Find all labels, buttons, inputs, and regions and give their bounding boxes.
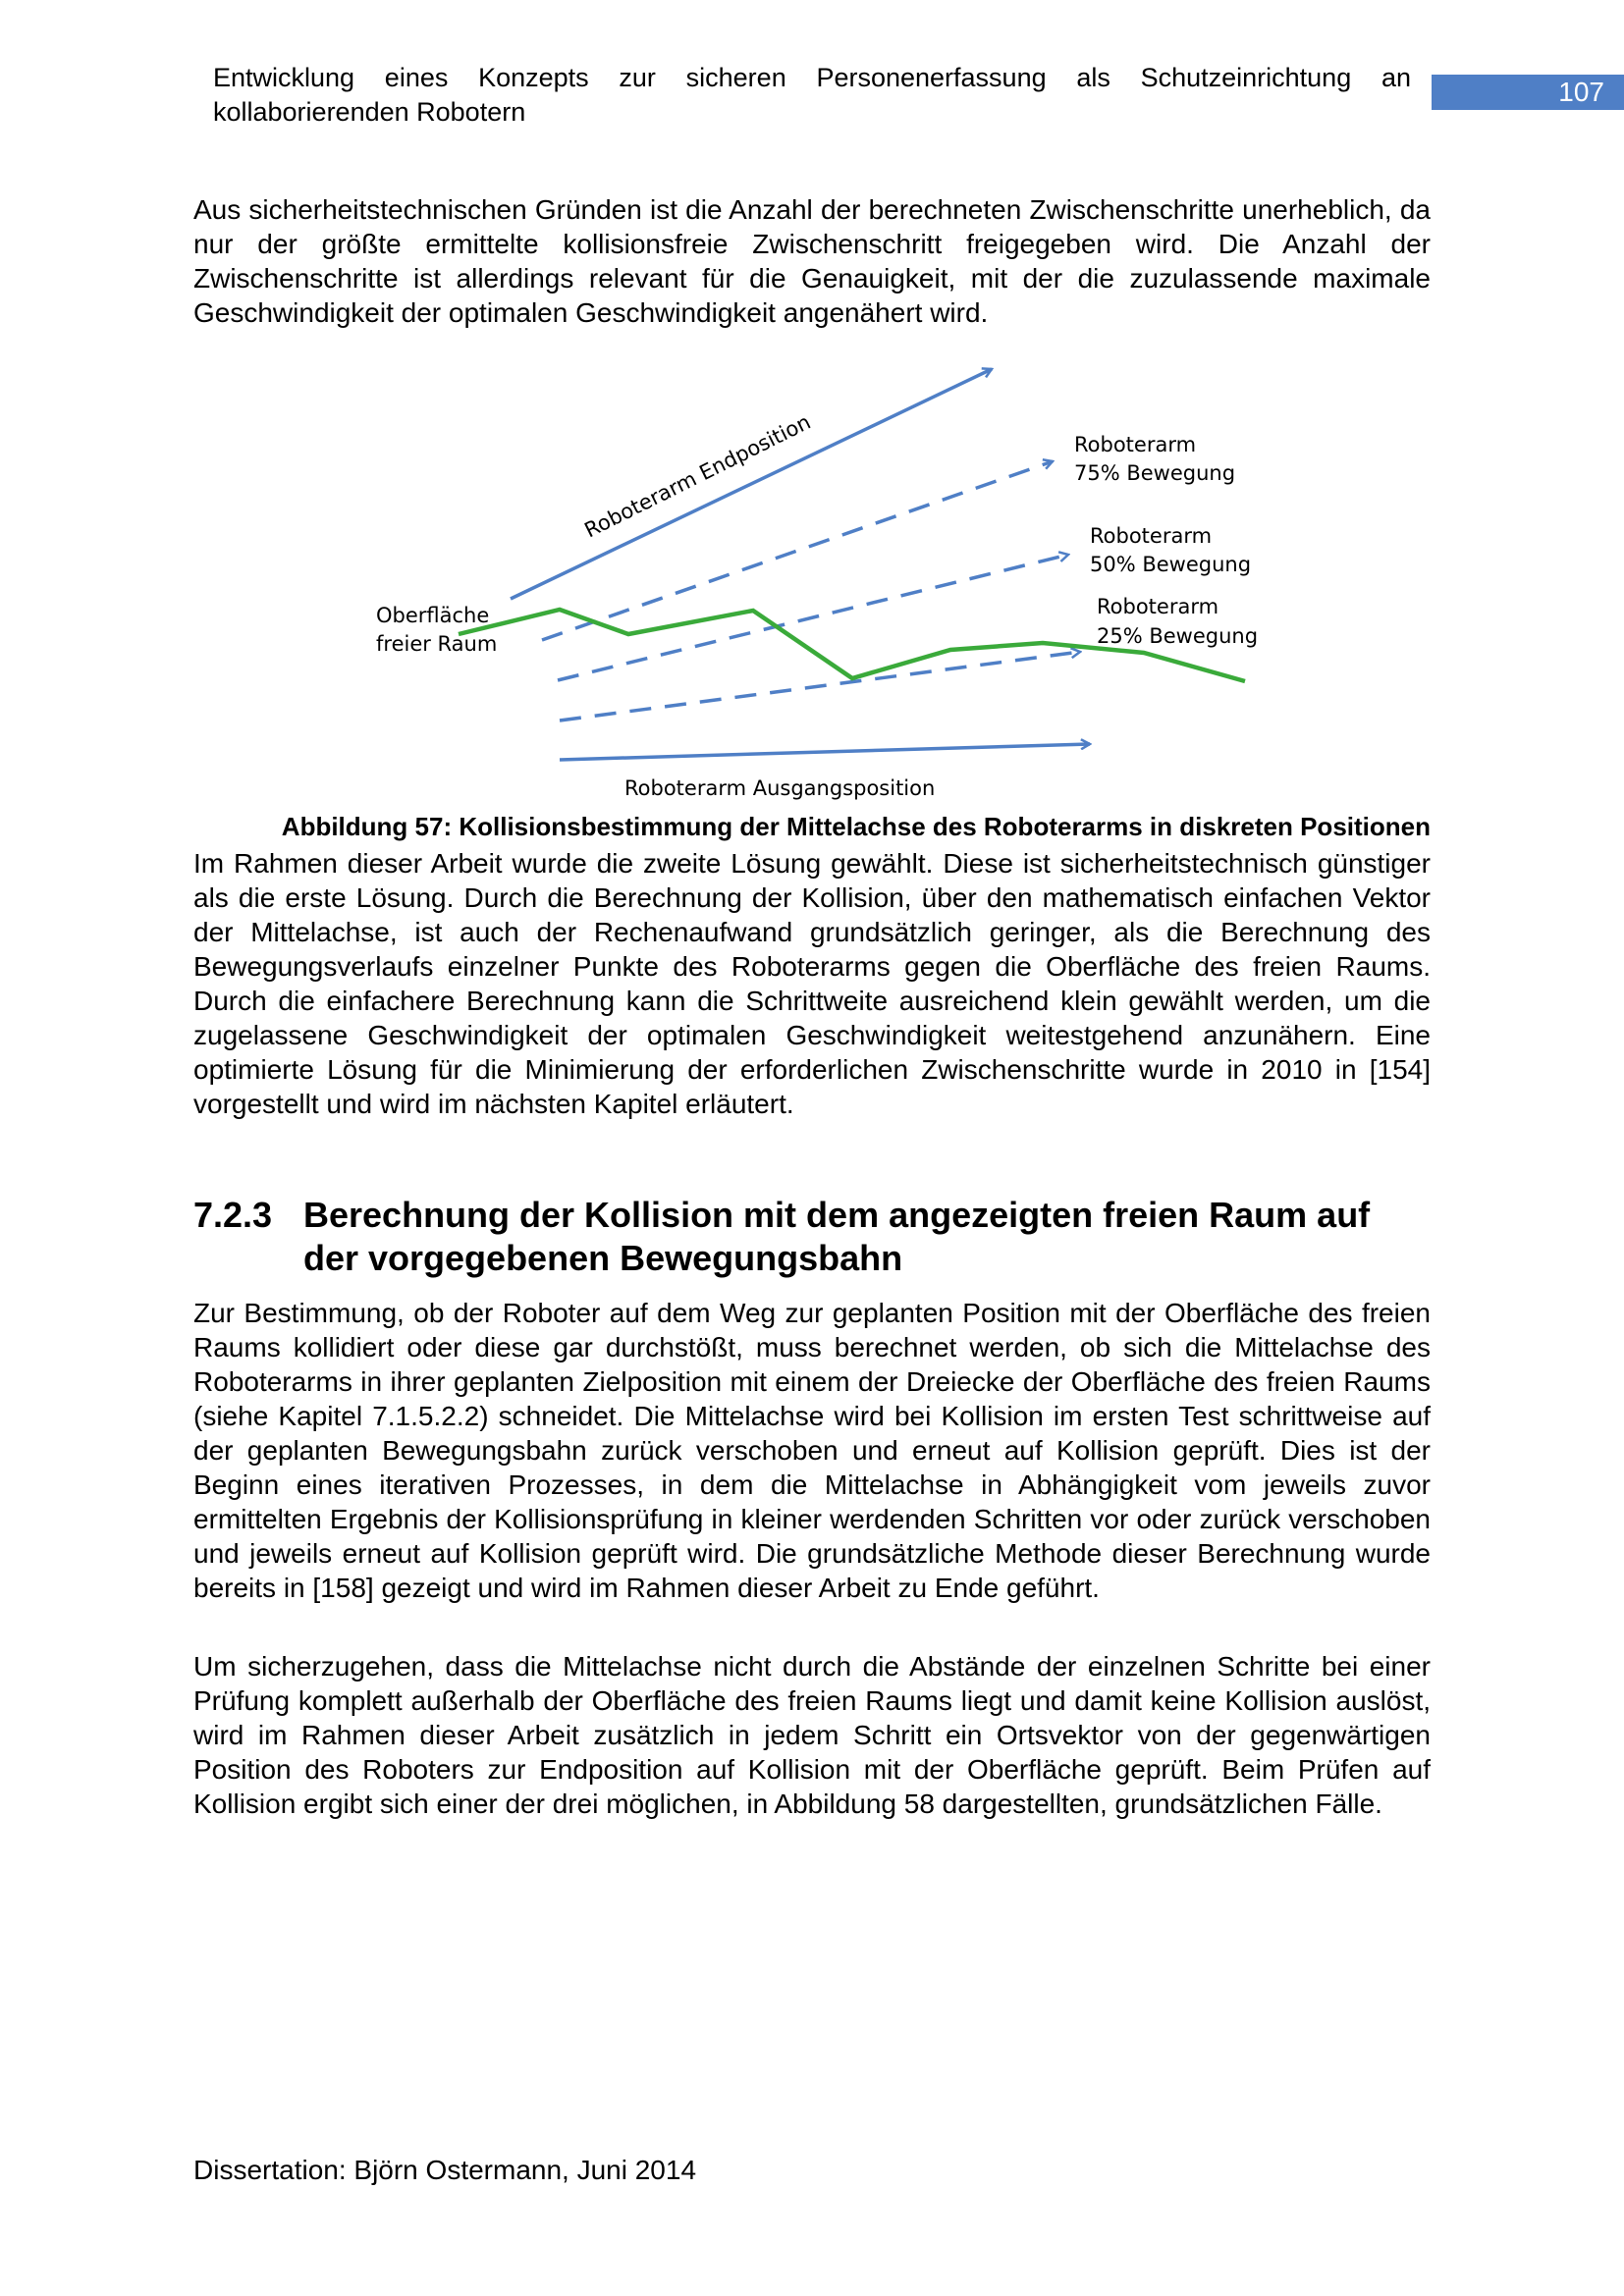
position-75-arrow [542, 461, 1053, 640]
label-endposition: Roboterarm Endposition [580, 409, 815, 543]
label-50-line1: Roboterarm [1090, 524, 1213, 548]
page-footer: Dissertation: Björn Ostermann, Juni 2014 [193, 2155, 697, 2185]
section-title: Berechnung der Kollision mit dem angezeigten freien Raum auf der vorgegebenen Bewegungsbahn [303, 1195, 1371, 1278]
section-paragraph-2: Um sicherzugehen, dass die Mittelachse nicht durch die Abstände der einzelnen Schritte bei einer Prüfung komplett außerhalb der Oberfläche des freien Raums liegt und damit keine Kollision auslöst, wird im Rahmen dieser Arbeit zusätzlich in jedem Schritt ein Ortsvektor von der gegenwärtigen Position des Roboters zur Endposition auf Kollision mit der Oberfläche geprüft. Beim Prüfen auf Kollision ergibt sich einer der drei möglichen, in Abbildung 58 dargestellten, grundsätzlichen Fälle. [193, 1651, 1431, 1819]
label-25-line1: Roboterarm [1097, 595, 1219, 618]
startposition-arrow [560, 744, 1090, 760]
label-75-line2: 75% Bewegung [1074, 461, 1236, 485]
running-header-title: Entwicklung eines Konzepts zur sicheren Personenerfassung als Schutzeinrichtung an kollaborierenden Robotern [213, 63, 1411, 127]
label-surface-line1: Oberfläche [376, 604, 490, 627]
label-75-line1: Roboterarm [1074, 433, 1197, 456]
figure-caption: Abbildung 57: Kollisionsbestimmung der Mittelachse des Roboterarms in diskreten Positionen [281, 812, 1431, 841]
section-number: 7.2.3 [193, 1195, 273, 1235]
intro-paragraph: Aus sicherheitstechnischen Gründen ist die Anzahl der berechneten Zwischenschritte unerheblich, da nur der größte ermittelte kollisionsfreie Zwischenschritt freigegeben wird. Die Anzahl der Zwischenschritte ist allerdings relevant für die Genauigkeit, mit der die zuzulassende maximale Geschwindigkeit der optimalen Geschwindigkeit angenähert wird. [193, 194, 1431, 328]
endposition-arrow [511, 369, 992, 599]
label-25-line2: 25% Bewegung [1097, 624, 1259, 648]
label-startposition: Roboterarm Ausgangsposition [624, 776, 936, 800]
label-50-line2: 50% Bewegung [1090, 553, 1252, 576]
position-50-arrow [558, 555, 1068, 680]
collision-diagram [0, 0, 1624, 815]
page-number-badge: 107 [1432, 75, 1624, 110]
label-surface-line2: freier Raum [376, 632, 498, 656]
paragraph-after-figure: Im Rahmen dieser Arbeit wurde die zweite Lösung gewählt. Diese ist sicherheitstechnisch günstiger als die erste Lösung. Durch die Berechnung der Kollision, über den mathematisch einfachen Vektor der Mittelachse, ist auch der Rechenaufwand grundsätzlich geringer, als die Berechnung des Bewegungsverlaufs einzelner Punkte des Roboterarms gegen die Oberfläche des freien Raums. Durch die einfachere Berechnung kann die Schrittweite ausreichend klein gewählt werden, um die zugelassene Geschwindigkeit der optimalen Geschwindigkeit weitestgehend anzunähern. Eine optimierte Lösung für die Minimierung der erforderlichen Zwischenschritte wurde in 2010 in [154] vorgestellt und wird im nächsten Kapitel erläutert. [193, 848, 1431, 1119]
section-paragraph-1: Zur Bestimmung, ob der Roboter auf dem Weg zur geplanten Position mit der Oberfläche des freien Raums kollidiert oder diese gar durchstößt, muss berechnet werden, ob sich die Mittelachse des Roboterarms in ihrer geplanten Zielposition mit einem der Dreiecke der Oberfläche des freien Raums (siehe Kapitel 7.1.5.2.2) schneidet. Die Mittelachse wird bei Kollision im ersten Test schrittweise auf der geplanten Bewegungsbahn zurück verschoben und erneut auf Kollision geprüft. Dies ist der Beginn eines iterativen Prozesses, in dem die Mittelachse in Abhängigkeit vom jeweils zuvor ermittelten Ergebnis der Kollisionsprüfung in kleiner werdenden Schritten vor oder zurück verschoben und jeweils erneut auf Kollision geprüft wird. Die grundsätzliche Methode dieser Berechnung wurde bereits in [158] gezeigt und wird im Rahmen dieser Arbeit zu Ende geführt. [193, 1298, 1431, 1603]
